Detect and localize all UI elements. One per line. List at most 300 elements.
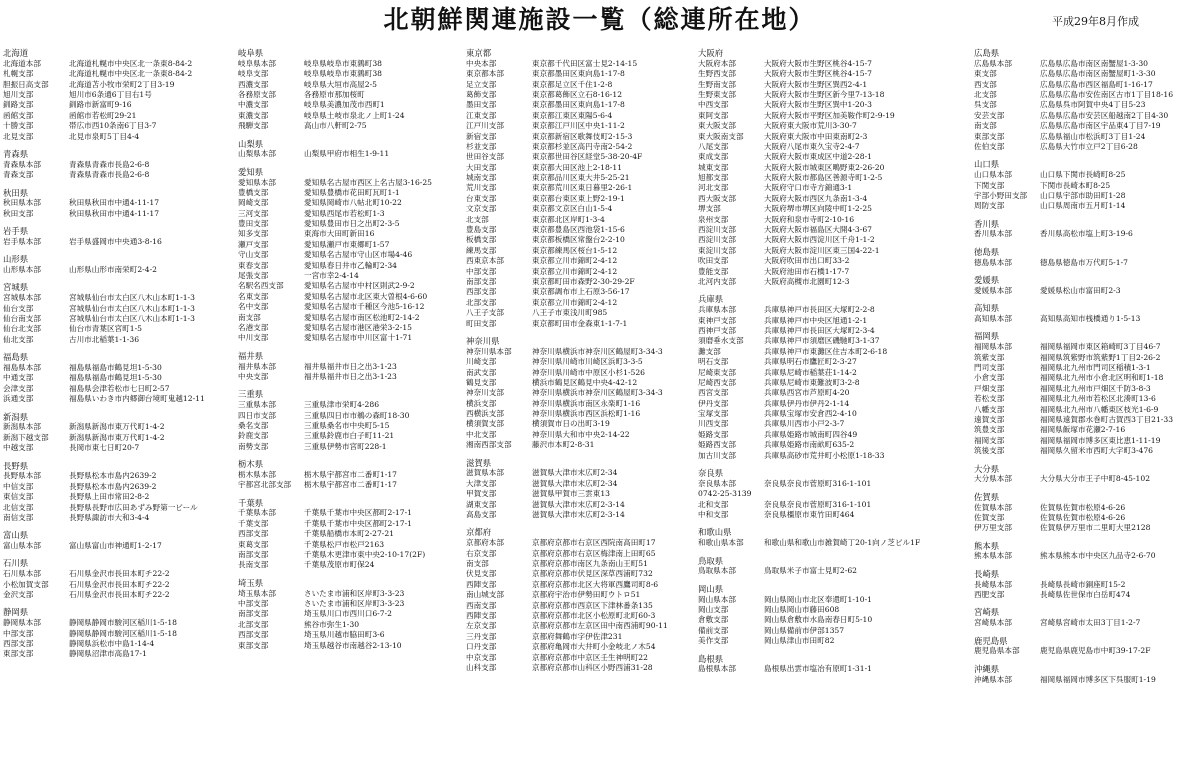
facility-address: 山口県宇部市助田町1-28 (1040, 190, 1126, 200)
facility-name: 鶴見支部 (466, 377, 497, 387)
facility-address: 滋賀県大津市末広町2-3-14 (532, 499, 625, 509)
facility-entry (466, 142, 696, 152)
facility-name: 中央支部 (238, 371, 269, 381)
facility-address: 滋賀県大津市末広町2-3-14 (532, 510, 625, 520)
prefecture-heading: 石川県 (3, 558, 29, 569)
prefecture-heading: 栃木県 (238, 459, 264, 470)
facility-name: 筑豊支部 (974, 425, 1005, 435)
prefecture-heading: 京都府 (466, 527, 492, 538)
facility-address: 岡山県岡山市藤田608 (764, 604, 840, 614)
facility-entry (698, 500, 958, 510)
facility-entry (974, 314, 1196, 324)
facility-entry (974, 191, 1196, 201)
facility-address: 神奈川県川崎市川崎区浜町3-3-5 (532, 357, 643, 367)
facility-address: 兵庫県伊丹市伊丹2-1-14 (764, 398, 850, 408)
prefecture-heading: 神奈川県 (466, 335, 500, 346)
facility-entry (698, 69, 958, 79)
facility-address: 千葉県船橋市本町2-27-21 (304, 529, 395, 539)
facility-address: 福岡県北九州市小倉北区明和町1-18 (1040, 373, 1164, 383)
facility-address: 横浜市鶴見区鶴見中央4-42-12 (532, 377, 638, 387)
facility-address: 各務原市那加桜町 (304, 89, 365, 99)
facility-name: 滋賀県本部 (466, 468, 504, 478)
facility-name: 備前支部 (698, 625, 729, 635)
prefecture-heading: 奈良県 (698, 468, 724, 479)
facility-name: 三河支部 (238, 208, 269, 218)
facility-entry (238, 198, 465, 208)
facility-name: 浜通支部 (3, 394, 34, 404)
prefecture-heading: 鹿児島県 (974, 635, 1008, 646)
facility-entry (466, 510, 696, 520)
facility-name: 横須賀支部 (466, 419, 504, 429)
facility-address: 福岡県北九州市若松区北湊町13-6 (1040, 394, 1156, 404)
facility-entry (238, 372, 465, 382)
facility-address: 千葉県茂原市町保24 (304, 560, 375, 570)
facility-name: 山形県本部 (3, 265, 41, 275)
facility-entry (698, 111, 958, 121)
facility-address: 兵庫県尼崎市東難波町3-2-8 (764, 377, 860, 387)
facility-address: 愛媛県松山市富田町2-3 (1040, 285, 1121, 295)
facility-address: 大阪府堺市堺区向陵中町1-2-25 (764, 204, 872, 214)
facility-entry (698, 347, 958, 357)
facility-entry (974, 181, 1196, 191)
facility-name: 東支部 (974, 69, 997, 79)
facility-address: 山形県山形市南栄町2-4-2 (69, 265, 157, 275)
facility-entry (238, 323, 465, 333)
facility-address: 大阪府大阪市福島区大開4-3-67 (764, 225, 872, 235)
facility-name: 八尾支部 (698, 141, 729, 151)
facility-address: 古川市北稲葉1-1-36 (69, 334, 140, 344)
facility-name: 葛飾支部 (466, 89, 497, 99)
facility-entry (974, 59, 1196, 69)
facility-name: 東大阪支部 (698, 121, 736, 131)
facility-address: 広島県広島市南区南蟹屋町1-3-30 (1040, 69, 1156, 79)
facility-name: 神奈川支部 (466, 388, 504, 398)
facility-entry (698, 538, 958, 548)
facility-entry (3, 503, 235, 513)
prefecture-heading: 福井県 (238, 350, 264, 361)
facility-name: 西部支部 (238, 630, 269, 640)
facility-entry (3, 335, 235, 345)
facility-entry (698, 80, 958, 90)
prefecture-heading: 高知県 (974, 303, 1000, 314)
facility-address: 秋田県秋田市中通4-11-17 (69, 208, 160, 218)
facility-address: 東京都墨田区東向島1-17-8 (532, 100, 625, 110)
facility-name: 豊島支部 (466, 225, 497, 235)
facility-address: 東京都北区岸町1-3-4 (532, 214, 605, 224)
facility-entry (974, 69, 1196, 79)
facility-name: 中川支部 (238, 333, 269, 343)
facility-address: 東京都立川市錦町2-4-12 (532, 297, 618, 307)
facility-name: 広島県本部 (974, 58, 1012, 68)
facility-name: 豊田支部 (238, 219, 269, 229)
facility-address: 高知県高知市桟橋通り1-5-13 (1040, 314, 1141, 324)
facility-entry (3, 132, 235, 142)
facility-address: 一宮市幸2-4-14 (304, 271, 359, 281)
facility-entry (238, 508, 465, 518)
facility-entry (466, 121, 696, 131)
facility-entry (466, 653, 696, 663)
facility-address: 愛知県西尾市若松町1-3 (304, 208, 385, 218)
prefecture-heading: 愛媛県 (974, 275, 1000, 286)
facility-name: 名港支部 (238, 322, 269, 332)
facility-entry (3, 422, 235, 432)
facility-entry (466, 163, 696, 173)
facility-address: 東京都立川市錦町2-4-12 (532, 266, 618, 276)
facility-entry (974, 474, 1196, 484)
facility-address: 長野県諏訪市大和3-4-4 (69, 512, 150, 522)
facility-address: 愛知県名古屋市北区東大曽根4-6-60 (304, 291, 428, 301)
facility-name: 呉支部 (974, 100, 997, 110)
facility-name: 山科支部 (466, 662, 497, 672)
facility-address: 愛知県豊田市日之出町2-3-5 (304, 219, 400, 229)
prefecture-heading: 香川県 (974, 218, 1000, 229)
facility-name: 伏見支部 (466, 569, 497, 579)
facility-entry (3, 209, 235, 219)
facility-name: 札幌支部 (3, 69, 34, 79)
facility-name: 新潟県本部 (3, 422, 41, 432)
facility-entry (238, 442, 465, 452)
prefecture-heading: 秋田県 (3, 187, 29, 198)
facility-address: 神奈川県川崎市中原区小杉1-526 (532, 367, 646, 377)
facility-entry (698, 566, 958, 576)
facility-address: 東京都荒川区東日暮里2-26-1 (532, 183, 633, 193)
facility-name: 島根県本部 (698, 664, 736, 674)
facility-entry (3, 237, 235, 247)
facility-name: 堺支部 (698, 204, 721, 214)
facility-address: 宮城県仙台市太白区八木山本町1-1-3 (69, 303, 195, 313)
facility-address: 仙台市青葉区宮町1-5 (69, 324, 142, 334)
facility-name: 高知県本部 (974, 314, 1012, 324)
facility-entry (698, 430, 958, 440)
facility-entry (3, 629, 235, 639)
facility-entry (974, 551, 1196, 561)
facility-address: 鹿児島県鹿児島市中町39-17-2F (1040, 646, 1151, 656)
facility-address: 東京都板橋区常盤台2-2-10 (532, 235, 625, 245)
facility-address: 長野県長野市広田あずみ野第一ビール (69, 502, 198, 512)
facility-name: 福岡県本部 (974, 342, 1012, 352)
facility-address: 宮崎県宮崎市太田3丁目1-2-7 (1040, 618, 1141, 628)
facility-entry (698, 267, 958, 277)
facility-name: 沖縄県本部 (974, 674, 1012, 684)
facility-entry (3, 373, 235, 383)
facility-entry (3, 111, 235, 121)
facility-entry (466, 347, 696, 357)
facility-entry (466, 642, 696, 652)
column-2 (238, 48, 465, 764)
facility-address: 富山県富山市神通町1-2-17 (69, 541, 162, 551)
facility-name: 守山支部 (238, 250, 269, 260)
facility-address: 大阪府高槻市北園町12-3 (764, 277, 850, 286)
facility-address: 愛知県豊橋市花田町瓦町1-1 (304, 187, 400, 197)
facility-name: 中部支部 (3, 628, 34, 638)
prefecture-heading: 青森県 (3, 148, 29, 159)
facility-name: 南支部 (466, 558, 489, 568)
facility-name: 函館支部 (3, 110, 34, 120)
facility-address: 福岡県福岡市博多区下呉服町1-19 (1040, 674, 1156, 684)
facility-name: 中越支部 (3, 443, 34, 453)
facility-address: さいたま市浦和区岸町3-3-23 (304, 599, 405, 608)
facility-name: 東神戸支部 (698, 315, 736, 325)
facility-address: 東京都練馬区桜台1-5-12 (532, 245, 618, 255)
prefecture-heading: 長崎県 (974, 568, 1000, 579)
facility-entry (466, 580, 696, 590)
facility-name: 安芸支部 (974, 110, 1005, 120)
facility-name: 愛知県本部 (238, 177, 276, 187)
facility-address: 大阪府吹田市出口町33-2 (764, 256, 850, 266)
facility-name: 加古川支部 (698, 450, 736, 460)
facility-address: 神奈川県横浜市西区浜松町1-16 (532, 409, 641, 419)
facility-name: 金沢支部 (3, 590, 34, 600)
facility-name: 墨田支部 (466, 100, 497, 110)
facility-entry (3, 569, 235, 579)
facility-address: 京都府京都市北区大将軍西鷹司町8-6 (532, 579, 659, 589)
facility-entry (3, 265, 235, 275)
facility-name: 練馬支部 (466, 245, 497, 255)
facility-entry (466, 319, 696, 329)
prefecture-heading: 新潟県 (3, 411, 29, 422)
facility-address: 新潟県新潟市東万代町1-4-2 (69, 422, 165, 432)
facility-entry (3, 618, 235, 628)
facility-name: 三重県本部 (238, 400, 276, 410)
facility-entry (3, 314, 235, 324)
facility-name: 各務原支部 (238, 89, 276, 99)
facility-address: 宮城県仙台市太白区八木山本町1-1-3 (69, 293, 195, 303)
facility-name: 兵庫県本部 (698, 305, 736, 315)
prefecture-heading: 和歌山県 (698, 527, 732, 538)
facility-name: 伊丹支部 (698, 398, 729, 408)
facility-address: 大阪府大阪市淀川区東三国4-22-1 (764, 245, 880, 255)
facility-entry (466, 538, 696, 548)
facility-address: 兵庫県神戸市東灘区住吉本町2-6-18 (764, 346, 888, 356)
prefecture-heading: 山梨県 (238, 138, 264, 149)
facility-entry (466, 69, 696, 79)
facility-address: 東京都台東区東上野2-19-1 (532, 193, 625, 203)
facility-address: 広島県広島市南区宇品東4丁目7-19 (1040, 121, 1161, 131)
facility-address: 大阪府大阪市東成区中道2-28-1 (764, 152, 872, 162)
facility-address: 大阪府大阪市生野区桃谷4-15-7 (764, 58, 872, 68)
facility-address: 広島県福山市松浜町3丁目1-24 (1040, 131, 1146, 141)
facility-name: 東淀川支部 (698, 245, 736, 255)
facility-address: 和歌山県和歌山市雑賀崎丁20-1向ノ芝ビル1F (764, 538, 921, 548)
facility-address: 大阪府守口市寺方錦通3-1 (764, 183, 853, 193)
facility-name: 世田谷支部 (466, 152, 504, 162)
facility-name: 須磨垂水支部 (698, 336, 744, 346)
facility-entry (238, 292, 465, 302)
facility-name: 北見支部 (3, 131, 34, 141)
facility-name: 甲賀支部 (466, 489, 497, 499)
facility-name: 河北支部 (698, 183, 729, 193)
facility-address: 東京都大田区池上2-18-11 (532, 162, 623, 172)
facility-address: 広島県呉市阿賀中央4丁目5-23 (1040, 100, 1146, 110)
facility-name: 西大阪支部 (698, 193, 736, 203)
facility-address: 函館市若松町29-21 (69, 110, 137, 120)
facility-address: 東京都新宿区歌舞伎町2-15-3 (532, 131, 633, 141)
facility-entry (974, 513, 1196, 523)
facility-address: 兵庫県川西市小戸2-3-7 (764, 419, 845, 429)
facility-name: 仙台北支部 (3, 324, 41, 334)
facility-address: 長野県松本市島内2639-2 (69, 481, 157, 491)
facility-name: 千葉支部 (238, 518, 269, 528)
facility-name: 長崎県本部 (974, 579, 1012, 589)
facility-name: 江東支部 (466, 110, 497, 120)
facility-address: 東京都調布市上石原3-56-17 (532, 287, 630, 297)
facility-entry (698, 479, 958, 489)
facility-name: 西東京本部 (466, 256, 504, 266)
facility-address: 秋田県秋田市中通4-11-17 (69, 198, 160, 208)
facility-address: 兵庫県神戸市長田区大塚町2-2-8 (764, 305, 875, 315)
facility-address: 東京都立川市錦町2-4-12 (532, 256, 618, 266)
facility-address: 愛知県名古屋市千種区今池5-16-12 (304, 302, 425, 312)
facility-name: 灘支部 (698, 346, 721, 356)
facility-address: 横須賀市日の出町3-19 (532, 419, 610, 429)
facility-name: 岐阜支部 (238, 69, 269, 79)
facility-entry (466, 378, 696, 388)
facility-address: 大阪府大阪市生野区新今里7-13-18 (764, 89, 885, 99)
facility-entry (3, 513, 235, 523)
facility-address: 長岡市東七日町20-7 (69, 443, 140, 453)
facility-name: 名駅名西支部 (238, 281, 284, 291)
facility-name: 遠賀支部 (974, 414, 1005, 424)
facility-address: 佐賀県佐賀市松原4-6-26 (1040, 512, 1126, 522)
facility-address: 奈良県奈良市菅原町316-1-101 (764, 478, 872, 488)
facility-name: 板橋支部 (466, 235, 497, 245)
facility-entry (466, 500, 696, 510)
facility-entry (238, 480, 465, 490)
facility-entry (238, 240, 465, 250)
prefecture-heading: 大阪府 (698, 48, 724, 58)
facility-address: 岡山県岡山市北区奉還町1-10-1 (764, 594, 872, 604)
facility-entry (3, 580, 235, 590)
facility-entry (238, 188, 465, 198)
facility-address: 石川県金沢市長田本町チ22-2 (69, 590, 170, 600)
facility-address: 奈良県橿原市東竹田町464 (764, 510, 855, 520)
facility-entry (698, 90, 958, 100)
facility-entry (466, 590, 696, 600)
facility-name: 筑紫支部 (974, 352, 1005, 362)
prefecture-heading: 北海道 (3, 48, 29, 58)
facility-address: 福岡県北九州市八幡東区枝光1-6-9 (1040, 404, 1159, 414)
facility-name: 宇部小野田支部 (974, 190, 1028, 200)
facility-name: 西濃支部 (238, 79, 269, 89)
facility-name: 旭川支部 (3, 89, 34, 99)
facility-name: 中信支部 (3, 481, 34, 491)
facility-address: 滋賀県大津市末広町2-34 (532, 478, 618, 488)
facility-entry (466, 409, 696, 419)
facility-entry (3, 649, 235, 659)
facility-name: 佐賀支部 (974, 512, 1005, 522)
facility-name: 岐阜県本部 (238, 58, 276, 68)
facility-entry (3, 363, 235, 373)
facility-entry (466, 204, 696, 214)
facility-entry (466, 287, 696, 297)
facility-name: 瀬戸支部 (238, 239, 269, 249)
facility-name: 岩手県本部 (3, 236, 41, 246)
facility-entry (698, 152, 958, 162)
facility-entry (238, 229, 465, 239)
column-1 (3, 48, 235, 764)
facility-address: 愛知県春日井市乙輪町2-34 (304, 260, 397, 270)
facility-address: 広島県広島市安芸区船越南2丁目4-30 (1040, 110, 1169, 120)
facility-name: 尼崎東支部 (698, 367, 736, 377)
facility-name: 福島県本部 (3, 363, 41, 372)
facility-address: 大分県大分市王子中町8-45-102 (1040, 474, 1151, 484)
facility-name: 中京支部 (466, 652, 497, 662)
facility-entry (974, 373, 1196, 383)
facility-name: 宇都宮北部支部 (238, 480, 292, 490)
facility-name: 北支部 (466, 214, 489, 224)
facility-address: 大阪府和泉市寺町2-10-16 (764, 214, 855, 224)
facility-entry (466, 632, 696, 642)
facility-name: 西淀川支部 (698, 235, 736, 245)
facility-entry (698, 305, 958, 315)
prefecture-heading: 沖縄県 (974, 663, 1000, 674)
prefecture-heading: 福島県 (3, 352, 29, 363)
facility-entry (698, 419, 958, 429)
facility-address: 福島県福島市鶴見坦1-5-30 (69, 363, 162, 372)
facility-name: 西部支部 (238, 529, 269, 539)
facility-name: 東成支部 (698, 152, 729, 162)
facility-address: 兵庫県神戸市長田区大塚町2-3-4 (764, 325, 875, 335)
facility-entry (238, 540, 465, 550)
facility-name: 周防支部 (974, 201, 1005, 211)
facility-entry (698, 194, 958, 204)
facility-address: 福島県いわき市内郷御台境町鬼越12-11 (69, 394, 205, 404)
facility-address: 愛知県名古屋市中川区富十1-71 (304, 333, 413, 343)
facility-entry (3, 433, 235, 443)
facility-address: 千葉県千葉市中央区都町2-17-1 (304, 518, 412, 528)
facility-entry (698, 664, 958, 674)
prefecture-heading: 千葉県 (238, 497, 264, 508)
facility-address: 香川県高松市塩上町3-19-6 (1040, 229, 1133, 239)
column-3 (466, 48, 696, 764)
facility-entry (974, 142, 1196, 152)
facility-entry (466, 59, 696, 69)
facility-entry (974, 363, 1196, 373)
facility-address: 大阪府東大阪市中田東南町2-3 (764, 131, 868, 141)
facility-address: 福岡県福岡市博多区東比恵1-11-19 (1040, 435, 1161, 445)
prefecture-heading: 宮城県 (3, 282, 29, 293)
facility-entry (974, 258, 1196, 268)
facility-entry (238, 149, 465, 159)
facility-entry (974, 201, 1196, 211)
facility-entry (466, 399, 696, 409)
facility-address: 大阪府八尾市東久宝寺2-4-7 (764, 141, 860, 151)
facility-entry (466, 308, 696, 318)
facility-entry (466, 663, 696, 673)
facility-entry (698, 142, 958, 152)
prefecture-heading: 埼玉県 (238, 577, 264, 588)
facility-address: 兵庫県神戸市須磨区磯馳町3-1-37 (764, 336, 880, 346)
facility-name: 東信支部 (3, 492, 34, 502)
facility-name: 中通支部 (3, 373, 34, 383)
facility-name: 伊万里支部 (974, 523, 1012, 533)
facility-name: 足立支部 (466, 79, 497, 89)
facility-name: 岡崎支部 (238, 198, 269, 208)
facility-address: 東京都杉並区高円寺南2-54-2 (532, 141, 633, 151)
facility-entry (698, 440, 958, 450)
facility-entry (238, 519, 465, 529)
facility-entry (238, 271, 465, 281)
facility-name: 西宮支部 (698, 388, 729, 398)
facility-address: 福岡県久留米市西町大字町3-476 (1040, 446, 1154, 456)
facility-name: 小松加賀支部 (3, 579, 49, 589)
facility-entry (466, 489, 696, 499)
facility-name: 奈良県本部 (698, 478, 736, 488)
facility-address: 東海市大田町新田16 (304, 229, 375, 239)
facility-address: 福岡県飯塚市花瀬2-7-16 (1040, 425, 1126, 435)
facility-name: 大田支部 (466, 162, 497, 172)
facility-entry (974, 394, 1196, 404)
